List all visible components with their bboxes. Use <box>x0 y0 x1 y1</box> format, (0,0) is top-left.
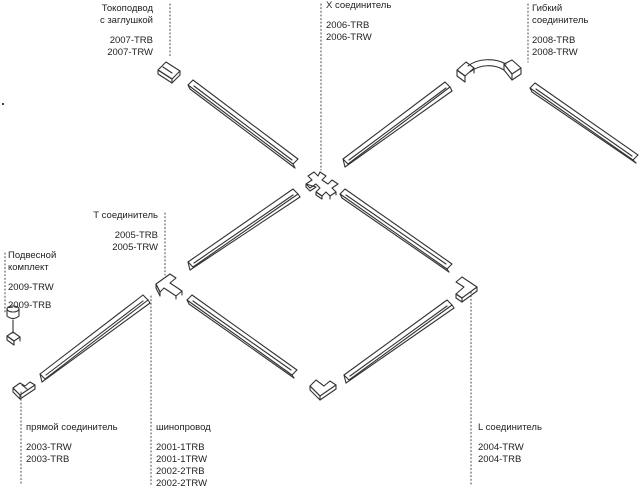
label-x-connector <box>326 0 391 44</box>
suspension-name-line1: Подвесной <box>8 250 57 261</box>
t-connector-code-1: 2005-TRB <box>114 230 158 241</box>
feed-connector <box>158 62 180 83</box>
flexible-connector <box>457 60 521 82</box>
flexible-name-line1: Гибкий <box>532 3 563 14</box>
l-connector-code-2: 2004-TRB <box>478 454 522 465</box>
x-connector <box>306 172 338 199</box>
tokopodvod-code-1: 2007-TRB <box>109 35 153 46</box>
suspension-name-line2: комплект <box>8 262 49 273</box>
t-connector <box>156 274 182 299</box>
busbar-code-4: 2002-2TRW <box>156 478 208 489</box>
straight-name: прямой соединитель <box>26 422 118 433</box>
tokopodvod-name-line2: с заглушкой <box>99 15 153 26</box>
rail-upper-right-diag <box>340 189 452 272</box>
flexible-name-line2: соединитель <box>532 15 589 26</box>
straight-code-2: 2003-TRB <box>26 454 70 465</box>
rail-top-left <box>188 80 298 168</box>
x-connector-code-2: 2006-TRW <box>326 32 372 43</box>
t-connector-code-2: 2005-TRW <box>112 242 158 253</box>
l-connector-right <box>456 277 477 302</box>
busbar-code-3: 2002-2TRB <box>156 466 205 477</box>
tokopodvod-name-line1: Токоподвод <box>101 3 153 14</box>
flexible-code-2: 2008-TRW <box>532 47 578 58</box>
stray-dot <box>2 103 3 104</box>
straight-connector <box>13 382 35 399</box>
label-flexible <box>532 3 588 59</box>
tokopodvod-code-2: 2007-TRW <box>107 47 153 58</box>
straight-code-1: 2003-TRW <box>26 442 72 453</box>
label-suspension <box>8 250 56 312</box>
label-l-connector <box>478 422 542 466</box>
x-connector-code-1: 2006-TRB <box>326 20 370 31</box>
busbar-code-1: 2001-1TRB <box>156 442 205 453</box>
l-connector-bottom <box>310 380 336 400</box>
busbar-name: шинопровод <box>156 422 211 433</box>
rail-top-right <box>530 83 638 163</box>
label-t-connector <box>93 210 158 254</box>
t-connector-name: Т соединитель <box>93 210 158 221</box>
label-tokopodvod <box>100 3 153 59</box>
leader-lines <box>5 4 528 485</box>
l-connector-name: L соединитель <box>478 422 542 433</box>
suspension-code-2: 2009-TRB <box>8 300 52 311</box>
suspension-code-1: 2009-TRW <box>8 282 54 293</box>
rail-lower-left-diag <box>187 295 297 378</box>
rail-lower-right-diag <box>344 300 454 383</box>
busbar-code-2: 2001-1TRW <box>156 454 208 465</box>
rail-bottom-left <box>40 295 150 382</box>
label-busbar <box>156 422 211 490</box>
rail-upper-left-diag <box>188 189 300 270</box>
flexible-code-1: 2008-TRB <box>532 35 576 46</box>
rail-top-mid <box>343 82 452 167</box>
l-connector-code-1: 2004-TRW <box>478 442 524 453</box>
x-connector-name: Х соединитель <box>326 0 392 11</box>
label-straight <box>26 422 118 466</box>
